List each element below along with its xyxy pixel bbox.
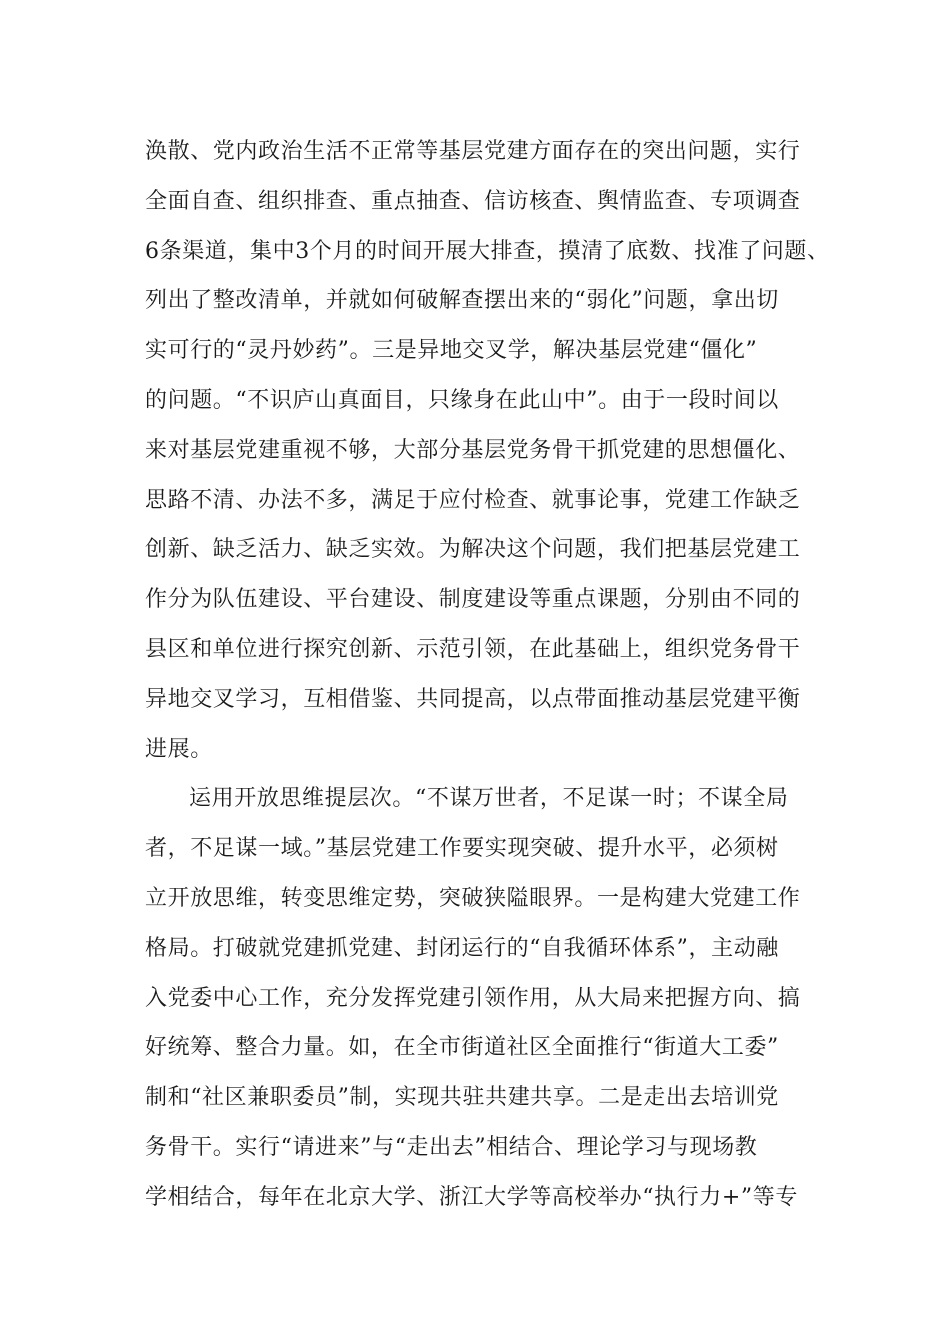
- text-line: 全面自查、组织排查、重点抽查、信访核查、舆情监查、专项调查: [145, 188, 801, 214]
- text-line: 的问题。“不识庐山真面目，只缘身在此山中”。由于一段时间以: [145, 387, 779, 413]
- text-line: 进展。: [145, 736, 213, 762]
- text-line: 者，不足谋一域。”基层党建工作要实现突破、提升水平，必须树: [145, 836, 779, 862]
- text-line: 学相结合，每年在北京大学、浙江大学等高校举办“执行力+”等专: [145, 1184, 798, 1210]
- text-line: 来对基层党建重视不够，大部分基层党务骨干抓党建的思想僵化、: [145, 437, 801, 463]
- text-line: 务骨干。实行“请进来”与“走出去”相结合、理论学习与现场教: [145, 1134, 758, 1160]
- text-line: 制和“社区兼职委员”制，实现共驻共建共享。二是走出去培训党: [145, 1085, 779, 1111]
- text-line: 县区和单位进行探究创新、示范引领，在此基础上，组织党务骨干: [145, 636, 801, 662]
- text-line: 作分为队伍建设、平台建设、制度建设等重点课题，分别由不同的: [145, 587, 801, 613]
- text-line: 涣散、党内政治生活不正常等基层党建方面存在的突出问题，实行: [145, 139, 801, 164]
- text-line: 入党委中心工作，充分发挥党建引领作用，从大局来把握方向、搞: [145, 985, 801, 1011]
- text-line: 6条渠道，集中3个月的时间开展大排查，摸清了底数、找准了问题、: [145, 238, 830, 264]
- text-line: 列出了整改清单，并就如何破解查摆出来的“弱化”问题，拿出切: [145, 288, 779, 314]
- text-line: 好统筹、整合力量。如，在全市街道社区全面推行“街道大工委”: [145, 1035, 779, 1061]
- text-line: 格局。打破就党建抓党建、封闭运行的“自我循环体系”，主动融: [145, 935, 779, 961]
- text-line: 实可行的“灵丹妙药”。三是异地交叉学，解决基层党建“僵化”: [145, 338, 758, 364]
- text-line: 思路不清、办法不多，满足于应付检查、就事论事，党建工作缺乏: [145, 487, 801, 513]
- document-body: [145, 127, 835, 1223]
- text-line: 运用开放思维提层次。“不谋万世者，不足谋一时；不谋全局: [189, 786, 789, 812]
- text-line: 立开放思维，转变思维定势，突破狭隘眼界。一是构建大党建工作: [145, 885, 801, 911]
- text-line: 异地交叉学习，互相借鉴、共同提高，以点带面推动基层党建平衡: [145, 686, 801, 712]
- text-line: 创新、缺乏活力、缺乏实效。为解决这个问题，我们把基层党建工: [145, 537, 801, 563]
- paragraph-2: [145, 774, 835, 1222]
- paragraph-1: [145, 127, 835, 774]
